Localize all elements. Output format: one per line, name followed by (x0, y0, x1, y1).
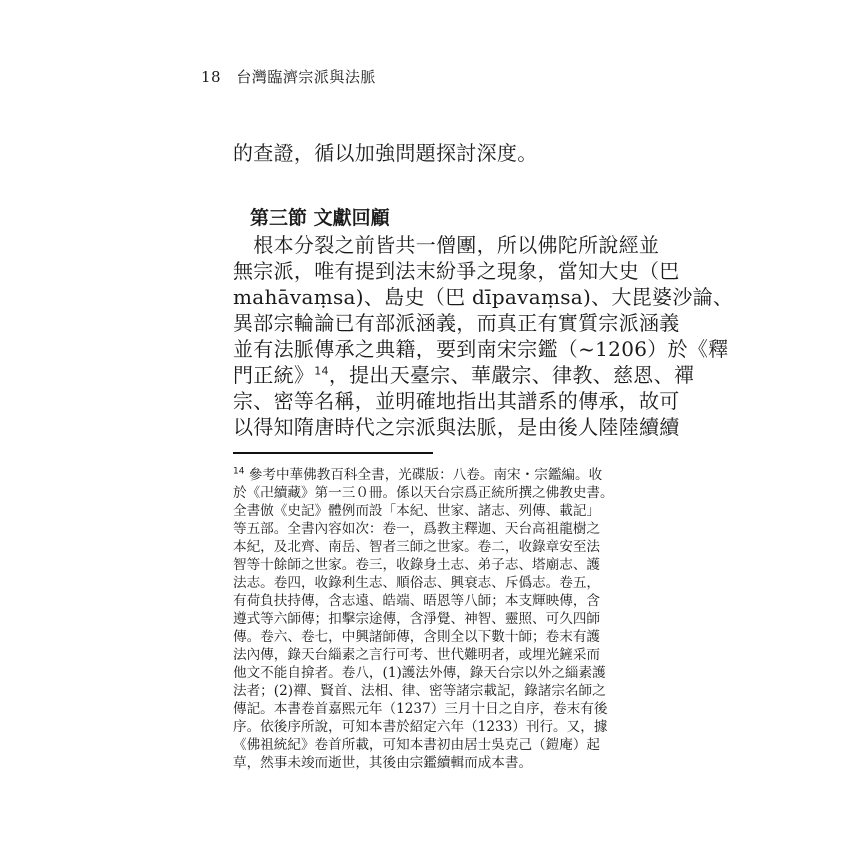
paragraph-line: mahāvaṃsa)、島史（巴 dīpavaṃsa)、大毘婆沙論、 (233, 285, 734, 309)
footnote-reference[interactable]: 14 (314, 364, 329, 378)
footnote-line: 智等十餘師之世家。卷三，收錄身土志、弟子志、塔廟志、護 (233, 557, 601, 573)
footnote-line: 草，然事未竣而逝世，其後由宗鑑續輯而成本書。 (233, 755, 533, 771)
footnote-line: 遵式等六師傳；扣擊宗途傳，含淨覺、神智、靈照、可久四師 (233, 611, 601, 627)
paragraph-line: 異部宗輪論已有部派涵義，而真正有實質宗派涵義 (233, 311, 680, 335)
footnote-line-text: 參考中華佛教百科全書，光碟版：八卷。南宋・宗鑑編。收 (248, 467, 603, 483)
section-title: 第三節 文獻回顧 (250, 207, 390, 229)
footnote-line (233, 466, 613, 484)
running-header (201, 66, 376, 87)
footnote-line: 於《卍續藏》第一三０冊。係以天台宗爲正統所撰之佛教史書。 (233, 485, 614, 501)
footnote-divider (233, 452, 433, 454)
footnote-line: 本紀，及北齊、南岳、智者三師之世家。卷二，收錄章安至法 (233, 539, 601, 555)
footnote-line: 他文不能自揜者。卷八，(1)護法外傳，錄天台宗以外之緇素護 (233, 665, 606, 681)
paragraph-line: 宗、密等名稱，並明確地指出其譜系的傳承，故可 (233, 389, 680, 413)
paragraph-line-start: 門正統》 (233, 363, 315, 387)
footnote-line: 序。依後序所說，可知本書於紹定六年（1233）刊行。又，據 (233, 719, 608, 735)
footnote-line: 法志。卷四，收錄利生志、順俗志、興衰志、斥僞志。卷五， (233, 575, 601, 591)
paragraph-line: 並有法脈傳承之典籍，要到南宋宗鑑（~1206）於《釋 (233, 337, 729, 361)
footnote-line: 等五部。全書內容如次：卷一，爲教主釋迦、天台高祖龍樹之 (233, 521, 601, 537)
running-title: 台灣臨濟宗派與法脈 (236, 68, 376, 86)
footnote-marker: 14 (233, 466, 245, 477)
footnote-line: 傳。卷六、卷七，中興諸師傳，含則全以下數十師；卷末有護 (233, 629, 601, 645)
footnote-line: 法內傳，錄天台緇素之言行可考、世代難明者，或埋光鏟采而 (233, 647, 601, 663)
intro-line: 的查證，循以加強問題探討深度。 (233, 141, 538, 165)
footnote-line: 全書倣《史記》體例而設「本紀、世家、諸志、列傳、載記」 (233, 503, 601, 519)
paragraph-line: 根本分裂之前皆共一僧團，所以佛陀所說經並 (233, 233, 660, 257)
footnote-line: 法者；(2)禪、賢首、法相、律、密等諸宗載記，錄諸宗名師之 (233, 683, 606, 699)
paragraph-line: 以得知隋唐時代之宗派與法脈，是由後人陸陸續續 (233, 415, 680, 439)
paragraph-line-end: ，提出天臺宗、華嚴宗、律教、慈恩、禪 (328, 363, 695, 387)
footnote-line: 有荷負扶持傳，含志遠、皓端、晤恩等八師；本支輝映傳，含 (233, 593, 601, 609)
footnote-line: 《佛祖統紀》卷首所載，可知本書初由居士吳克己（鎧庵）起 (233, 737, 601, 753)
footnote-line: 傳記。本書卷首嘉熙元年（1237）三月十日之自序，卷末有後 (233, 701, 608, 717)
paragraph-line: 無宗派，唯有提到法末紛爭之現象，當知大史（巴 (233, 259, 680, 283)
page-number: 18 (201, 68, 222, 86)
paragraph-line (233, 362, 695, 388)
